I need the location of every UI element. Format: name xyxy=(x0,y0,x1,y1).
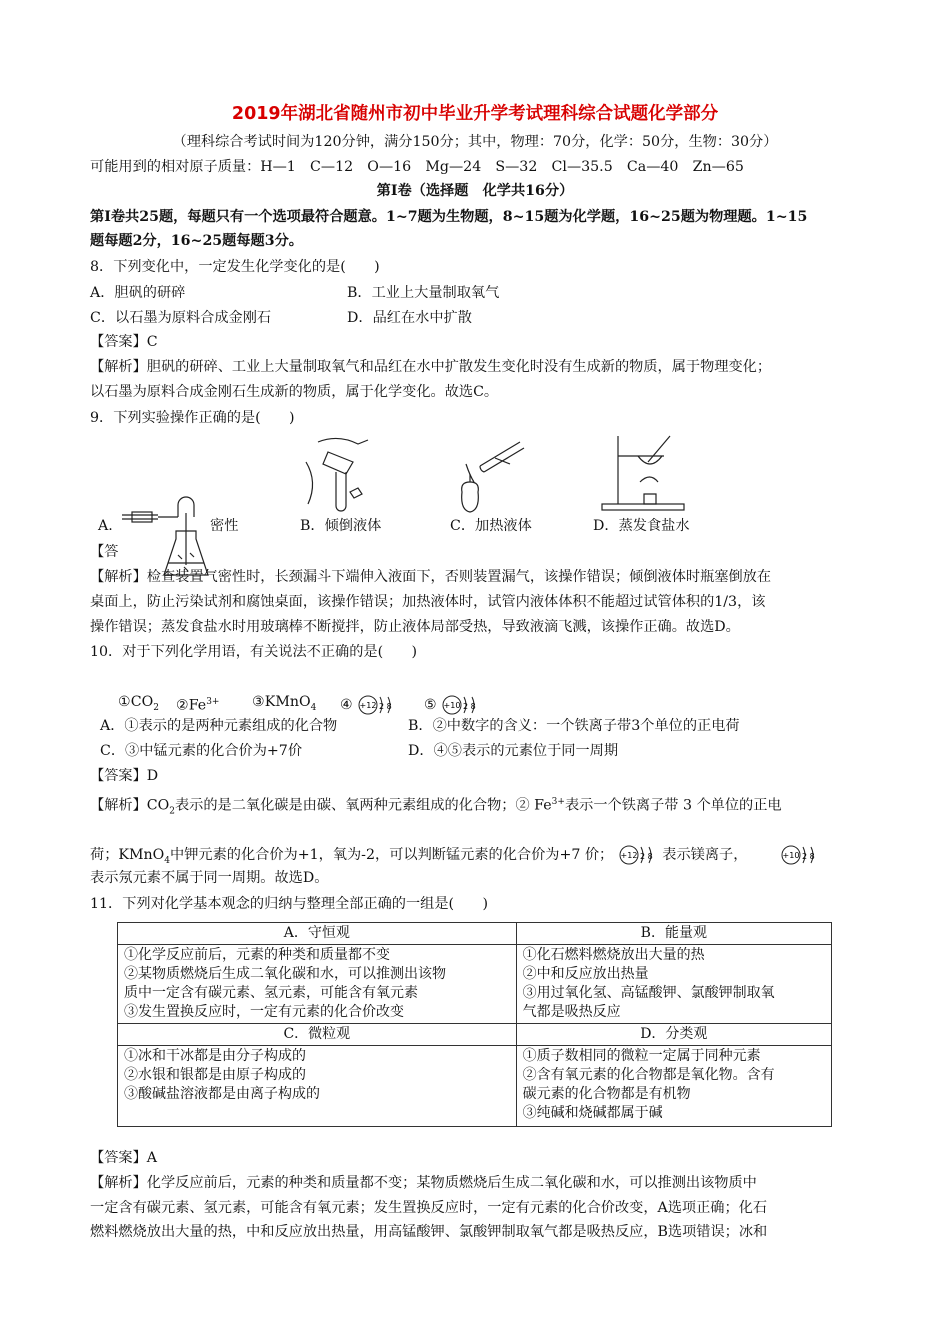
magnesium-ion-diagram-small xyxy=(618,842,658,868)
q9-option-a-prefix: A. xyxy=(98,518,113,534)
magnesium-ion-diagram xyxy=(357,692,397,718)
instructions-line-1: 第Ⅰ卷共25题，每题只有一个选项最符合题意。1~7题为生物题，8~15题为化学题，16~25题为物理题。1~15 xyxy=(90,209,808,225)
q9-figure-c-heat-liquid xyxy=(440,436,530,516)
exam-info: （理科综合考试时间为120分钟，满分150分；其中，物理：70分，化学：50分，生物：30分） xyxy=(172,134,778,150)
q9-figure-d-evaporate xyxy=(598,432,688,514)
q10-item-2: $②Fe^{3+}$ xyxy=(176,697,220,714)
neon-atom-diagram-small xyxy=(780,842,820,868)
q11-analysis-line-3: 燃料燃烧放出大量的热，中和反应放出热量，用高锰酸钾、氯酸钾制取氧气都是吸热反应，B选项错误；冰和 xyxy=(90,1224,768,1240)
atomic-masses: 可能用到的相对原子质量：H—1 C—12 O—16 Mg—24 S—32 Cl—35.5 Ca—40 Zn—65 xyxy=(90,159,744,175)
q8-option-c: C．以石墨为原料合成金刚石 xyxy=(90,310,272,326)
q8-option-a: A．胆矾的研碎 xyxy=(90,285,186,301)
q11-analysis-line-2: 一定含有碳元素、氢元素，可能含有氧元素；发生置换反应时，一定有元素的化合价改变，A选项正确；化石 xyxy=(90,1200,768,1216)
svg-text:+12: +12 xyxy=(620,851,638,860)
page-title: 2019年湖北省随州市初中毕业升学考试理科综合试题化学部分 xyxy=(231,104,719,124)
table-header-b: B．能量观 xyxy=(516,923,831,945)
q11-stem: 11．下列对化学基本观念的归纳与整理全部正确的一组是( ) xyxy=(90,896,489,912)
q10-option-c: C．③中锰元素的化合价为+7价 xyxy=(100,743,303,759)
neon-atom-diagram xyxy=(441,692,481,718)
table-header-a: A．守恒观 xyxy=(118,923,517,945)
instructions-line-2: 题每题2分，16~25题每题3分。 xyxy=(90,233,303,249)
q8-option-d: D．品红在水中扩散 xyxy=(347,310,472,326)
q9-analysis-line-1: 【解析】检查装置气密性时，长颈漏斗下端伸入液面下，否则装置漏气，该操作错误；倾倒液体时瓶塞倒放在 xyxy=(90,569,772,585)
section-title: 第Ⅰ卷（选择题 化学共16分） xyxy=(376,183,574,199)
q10-option-b: B．②中数字的含义：一个铁离子带3个单位的正电荷 xyxy=(408,718,740,734)
q10-item-4: ④ +12 2 8 xyxy=(340,692,397,718)
svg-text:+12: +12 xyxy=(359,701,377,710)
q9-figure-b-pour-liquid xyxy=(298,432,378,512)
svg-text:2 8: 2 8 xyxy=(379,702,392,711)
table-cell-d: ①质子数相同的微粒一定属于同种元素 ②含有氧元素的化合物都是氧化物。含有 碳元素的化合物都是有机物 ③纯碱和烧碱都属于碱 xyxy=(516,1046,831,1127)
q10-item-3: ③KMnO$_4$ xyxy=(252,694,317,713)
q10-item-5: ⑤ +10 2 8 xyxy=(424,692,481,718)
svg-text:2 8: 2 8 xyxy=(801,852,815,861)
svg-text:+10: +10 xyxy=(443,701,461,710)
q9-answer: 【答 xyxy=(90,544,119,560)
q10-option-d: D．④⑤表示的元素位于同一周期 xyxy=(408,743,619,759)
q8-analysis-line-1: 【解析】胆矾的研碎、工业上大量制取氧气和品红在水中扩散发生变化时没有生成新的物质，属于物理变化； xyxy=(90,359,772,375)
q9-analysis-line-2: 桌面上，防止污染试剂和腐蚀桌面，该操作错误；加热液体时，试管内液体体积不能超过试管体积的1/3，该 xyxy=(90,594,766,610)
table-cell-a: ①化学反应前后，元素的种类和质量都不变 ②某物质燃烧后生成二氧化碳和水，可以推测出该物 质中一定含有碳元素、氢元素，可能含有氧元素 ③发生置换反应时，一定有元素的化合价改变 xyxy=(118,945,517,1024)
q8-analysis-line-2: 以石墨为原料合成金刚石生成新的物质，属于化学变化。故选C。 xyxy=(90,384,499,400)
table-header-d: D．分类观 xyxy=(516,1024,831,1046)
q11-analysis-line-1: 【解析】化学反应前后，元素的种类和质量都不变；某物质燃烧后生成二氧化碳和水，可以推测出该物质中 xyxy=(90,1175,757,1191)
q10-answer: 【答案】D xyxy=(90,768,159,784)
q8-option-b: B．工业上大量制取氧气 xyxy=(347,285,500,301)
q8-answer: 【答案】C xyxy=(90,334,158,350)
q8-stem: 8．下列变化中，一定发生化学变化的是( ) xyxy=(90,259,380,275)
q10-stem: 10．对于下列化学用语，有关说法不正确的是( ) xyxy=(90,644,418,660)
table-cell-c: ①冰和干冰都是由分子构成的 ②水银和银都是由原子构成的 ③酸碱盐溶液都是由离子构成的 xyxy=(118,1046,517,1127)
q9-stem: 9．下列实验操作正确的是( ) xyxy=(90,410,295,426)
q9-option-a-suffix: 密性 xyxy=(210,518,239,534)
table-cell-b: ①化石燃料燃烧放出大量的热 ②中和反应放出热量 ③用过氧化氢、高锰酸钾、氯酸钾制取氧 气都是吸热反应 xyxy=(516,945,831,1024)
q10-item-1: $①CO_2$ xyxy=(118,694,159,713)
q10-option-a: A．①表示的是两种元素组成的化合物 xyxy=(100,718,338,734)
svg-text:2 8: 2 8 xyxy=(639,852,653,861)
q10-analysis-line-2: 荷；KMnO$_4$中钾元素的化合价为+1，氧为-2，可以判断锰元素的化合价为+7 价； +12 2 8 表示镁离子， +10 2 8 xyxy=(90,842,820,871)
q9-analysis-line-3: 操作错误；蒸发食盐水时用玻璃棒不断搅拌，防止液体局部受热，导致液滴飞溅，该操作正确。故选D。 xyxy=(90,619,740,635)
q11-answer: 【答案】A xyxy=(90,1150,157,1166)
svg-text:2 8: 2 8 xyxy=(463,702,476,711)
table-header-c: C．微粒观 xyxy=(118,1024,517,1046)
q10-analysis-line-1: 【解析】$CO_2$表示的是二氧化碳是由碳、氧两种元素组成的化合物；② $Fe^{3+}$表示一个铁离子带 3 个单位的正电 xyxy=(90,797,782,817)
q9-option-c: C．加热液体 xyxy=(450,518,532,534)
q10-analysis-line-3: 表示氖元素不属于同一周期。故选D。 xyxy=(90,870,329,886)
q9-option-b: B．倾倒液体 xyxy=(300,518,382,534)
svg-text:+10: +10 xyxy=(782,851,800,860)
q11-concept-table xyxy=(117,922,832,1127)
q9-option-d: D．蒸发食盐水 xyxy=(593,518,690,534)
